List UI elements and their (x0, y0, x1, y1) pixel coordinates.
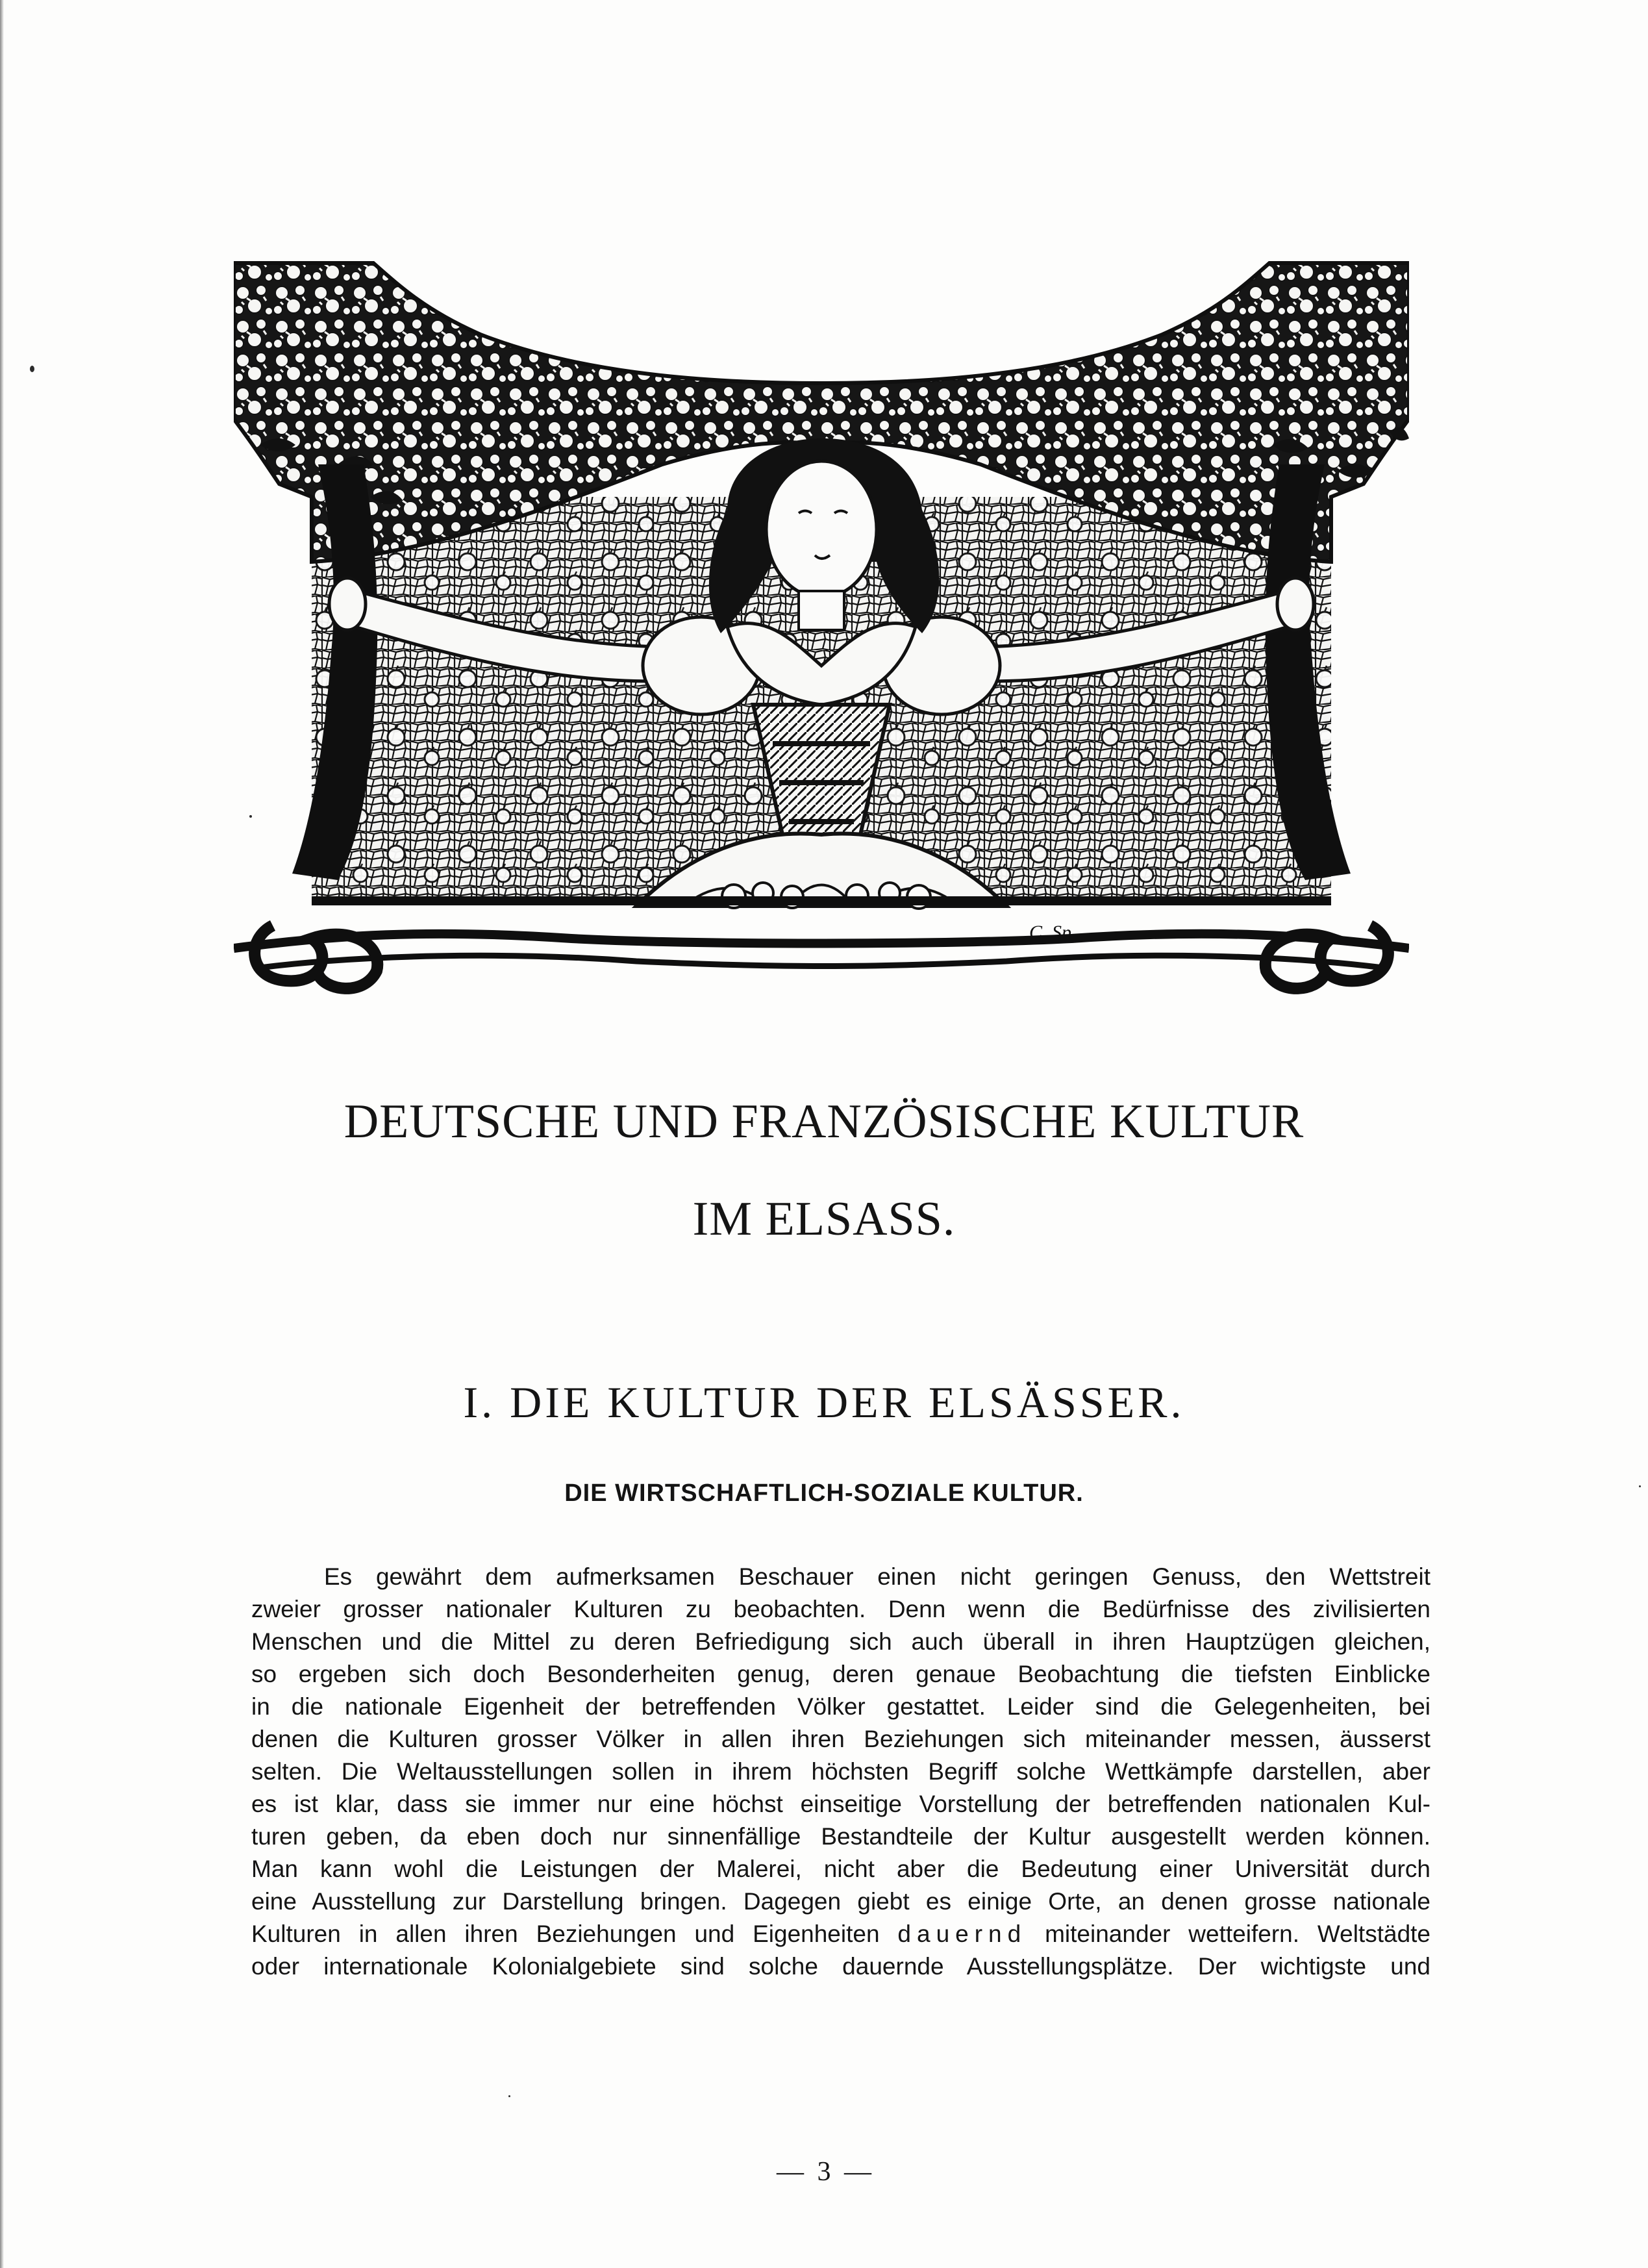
body-line-11: eine Ausstellung zur Darstellung bringen. Dagegen giebt es einige Orte, an denen grosse nationale (251, 1888, 1430, 1915)
section-subheading: DIE WIRTSCHAFTLICH-SOZIALE KULTUR. (564, 1480, 1084, 1507)
body-line-9: turen geben, da eben doch nur sinnenfällige Bestandteile der Kultur ausgestellt werden können. (251, 1823, 1430, 1850)
body-line-5: in die nationale Eigenheit der betreffenden Völker gestattet. Leider sind die Gelegenheiten, bei (251, 1693, 1430, 1720)
page-number: — 3 — (777, 2157, 871, 2187)
body-line-4: so ergeben sich doch Besonderheiten genug, deren genaue Beobachtung die tiefsten Einblicke (251, 1661, 1430, 1687)
header-illustration (234, 250, 1409, 997)
body-line-2: zweier grosser nationaler Kulturen zu beobachten. Denn wenn die Bedürfnisse des zivilisierten (251, 1596, 1430, 1622)
body-line-1: Es gewährt dem aufmerksamen Beschauer einen nicht geringen Genuss, den Wettstreit (324, 1563, 1430, 1590)
body-line-12-start: Kulturen in allen ihren Beziehungen und Eigenheiten (251, 1921, 898, 1947)
body-line-12-end: miteinander wetteifern. Weltstädte (1027, 1921, 1431, 1947)
body-line-8: es ist klar, dass sie immer nur eine höchst einseitige Vorstellung der betreffenden nationalen Kul- (251, 1791, 1430, 1817)
body-line-13: oder internationale Kolonialgebiete sind solche dauernde Ausstellungsplätze. Der wichtigste und (251, 1953, 1430, 1980)
body-line-3: Menschen und die Mittel zu deren Befriedigung sich auch überall in ihren Hauptzügen gleichen, (251, 1628, 1430, 1655)
article-title-line-1: DEUTSCHE UND FRANZÖSISCHE KULTUR (343, 1095, 1305, 1148)
emphasis-dauernd: dauernd (897, 1921, 1027, 1947)
scan-speck (30, 366, 34, 372)
article-title-line-2: IM ELSASS. (692, 1192, 956, 1246)
section-heading: I. DIE KULTUR DER ELSÄSSER. (463, 1378, 1185, 1427)
body-line-6: denen die Kulturen grosser Völker in allen ihren Beziehungen sich miteinander messen, äusserst (251, 1726, 1430, 1752)
body-line-12 (251, 1918, 1430, 1950)
scan-speck (249, 815, 252, 818)
body-line-10: Man kann wohl die Leistungen der Malerei, nicht aber die Bedeutung einer Universität durch (251, 1856, 1430, 1882)
scan-speck (1639, 1485, 1641, 1487)
scan-speck (508, 2095, 510, 2097)
body-line-7: selten. Die Weltausstellungen sollen in ihrem höchsten Begriff solche Wettkämpfe darstellen, aber (251, 1758, 1430, 1785)
illustration-signature: C. Sp. (1029, 922, 1077, 943)
body-paragraph (251, 1561, 1430, 1983)
